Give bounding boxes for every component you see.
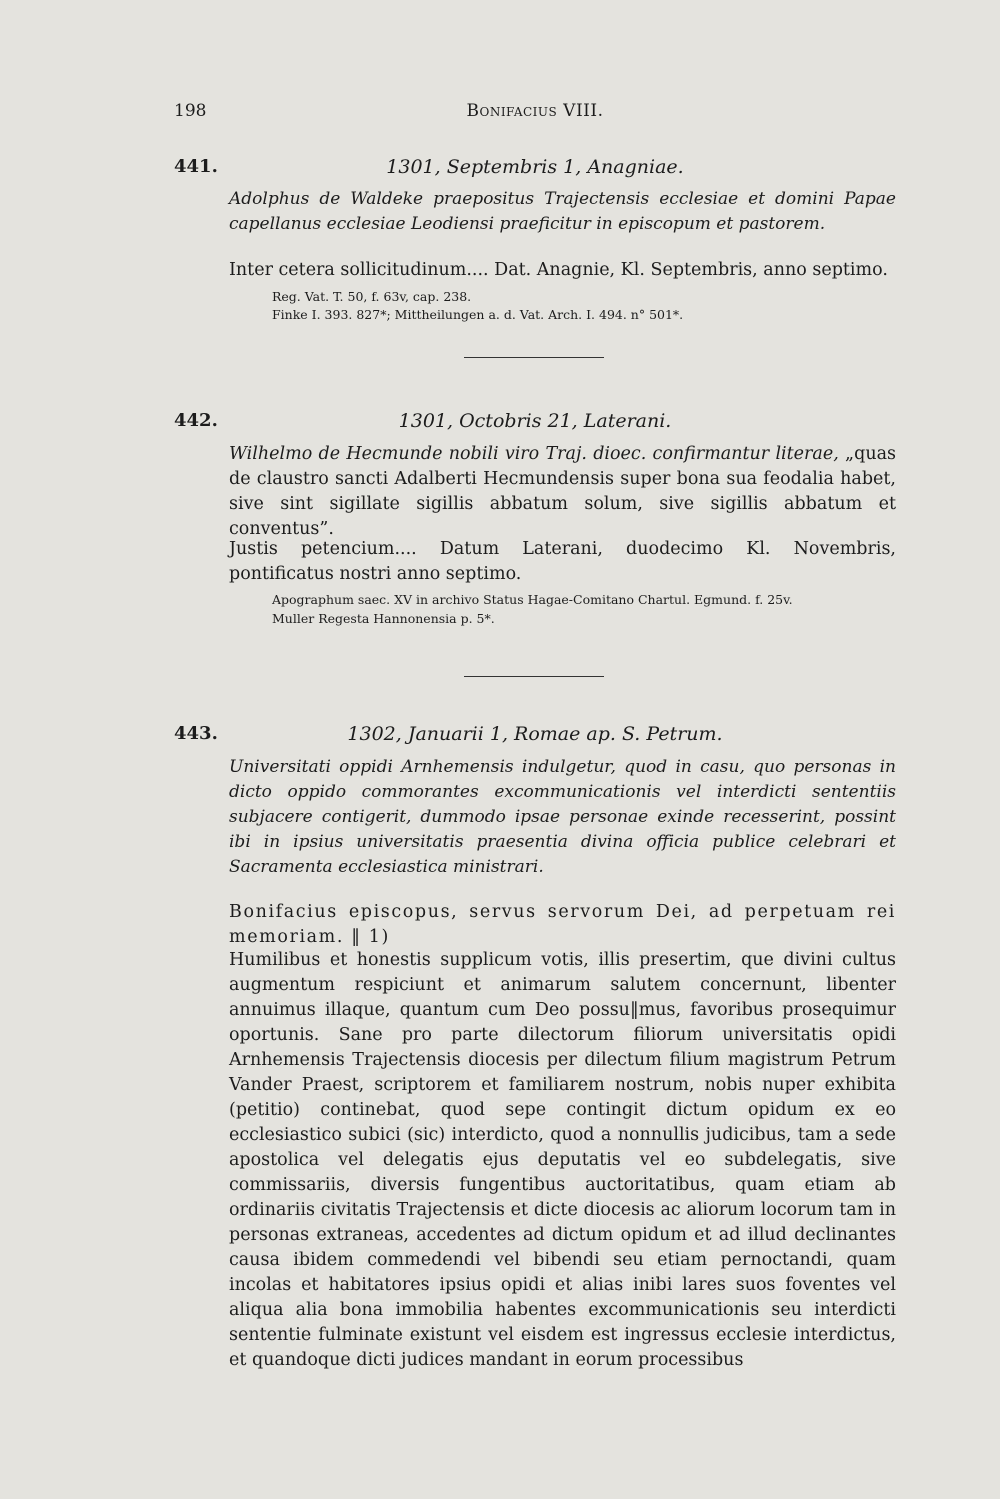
- entry-442-text: Justis petencium.... Datum Laterani, duodecimo Kl. Novembris, pontificatus nostri anno septimo.: [229, 539, 896, 584]
- entry-441-ref-2: Finke I. 393. 827*; Mittheilungen a. d. Vat. Arch. I. 494. n° 501*.: [272, 307, 684, 322]
- entry-date: 1302, Januarii 1, Romae ap. S. Petrum.: [347, 723, 723, 745]
- entry-date: 1301, Septembris 1, Anagniae.: [386, 156, 684, 178]
- entry-number: 443.: [174, 723, 218, 744]
- entry-443-summary: Universitati oppidi Arnhemensis indulgetur, quod in casu, quo personas in dicto oppido commorantes excommunicationis vel interdicti sententiis subjacere contigerit, dummodo ipsae personae exinde recesserint, possint ibi in ipsius universitatis praesentia divina officia publice celebrari et Sacramenta ecclesiastica ministrari.: [229, 757, 896, 877]
- entry-442-ref-2: Muller Regesta Hannonensia p. 5*.: [272, 611, 495, 626]
- entry-442-summary: [229, 442, 896, 542]
- entry-442-ref-1: Apographum saec. XV in archivo Status Hagae-Comitano Chartul. Egmund. f. 25v.: [272, 592, 793, 607]
- summary-quote: „quas de claustro sancti Adalberti Hecmundensis super bona sua feodalia habet, sive sint sigillate sigillis abbatum solum, sive sigillis abbatum et conventus”.: [229, 444, 896, 539]
- entry-441-ref-1: Reg. Vat. T. 50, f. 63v, cap. 238.: [272, 289, 472, 304]
- page-number: 198: [174, 101, 207, 121]
- entry-443-heading: [174, 723, 896, 751]
- entry-441-text: Inter cetera sollicitudinum.... Dat. Anagnie, Kl. Septembris, anno septimo.: [229, 260, 888, 280]
- entry-442-heading: [174, 410, 896, 438]
- entry-443-body: Humilibus et honestis supplicum votis, illis presertim, que divini cultus augmentum respiciunt et animarum salutem concernunt, libenter annuimus illaque, quantum cum Deo possu‖mus, favoribus prosequimur oportunis. Sane pro parte dilectorum filiorum universitatis opidi Arnhemensis Trajectensis diocesis per dilectum filium magistrum Petrum Vander Praest, scriptorem et familiarem nostrum, nobis nuper exhibita (petitio) continebat, quod sepe contingit dictum opidum ex eo ecclesiastico subici (sic) interdicto, quod a nonnullis judicibus, tam a sede apostolica vel delegatis ejus deputatis vel eo subdelegatis, sive commissariis, diversis fungentibus auctoritatibus, quam etiam ab ordinariis civitatis Trajectensis et dicte diocesis ac aliorum locorum tam in personas extraneas, accedentes ad dictum opidum et ad illud declinantes causa ibidem commedendi vel bibendi seu etiam pernoctandi, quam incolas et habitatores ipsius opidi et alias inibi lares suos foventes vel aliqua alia bona immobilia habentes excommunicationis seu interdicti sententie fulminate existunt vel eisdem est ingressus ecclesie interdictus, et quandoque dicti judices mandant in eorum processibus: [229, 950, 896, 1370]
- entry-date: 1301, Octobris 21, Laterani.: [398, 410, 672, 432]
- entry-441-heading: [174, 156, 896, 184]
- running-title: Bonifacius VIII.: [466, 101, 604, 121]
- summary-italic: Wilhelmo de Hecmunde nobili viro Traj. dioec. confirmantur literae,: [229, 444, 839, 464]
- running-head: [174, 101, 896, 127]
- entry-number: 442.: [174, 410, 218, 431]
- entry-number: 441.: [174, 156, 218, 177]
- entry-441-summary: Adolphus de Waldeke praepositus Trajectensis ecclesiae et domini Papae capellanus ecclesiae Leodiensi praeficitur in episcopum et pastorem.: [229, 189, 896, 234]
- entry-443-salutation: Bonifacius episcopus, servus servorum Dei, ad perpetuam rei memoriam. ‖ 1): [229, 902, 896, 947]
- divider: [464, 357, 604, 358]
- divider: [464, 676, 604, 677]
